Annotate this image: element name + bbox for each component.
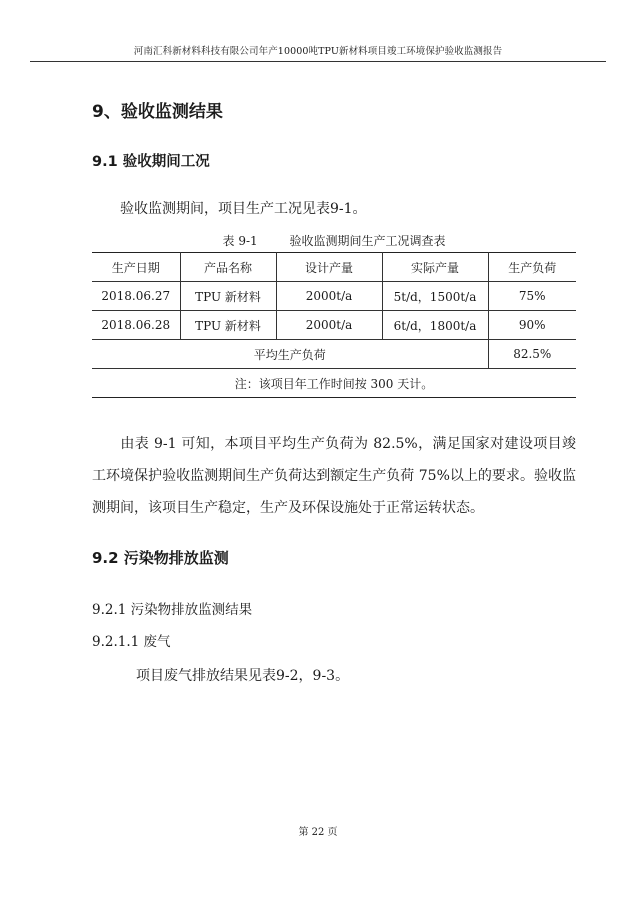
table-9-1-number: 表 9-1 [222,234,258,248]
cell-design-output: 2000t/a [276,311,382,340]
section-9-2-1-heading: 9.2.1 污染物排放监测结果 [92,602,253,618]
cell-date: 2018.06.27 [92,282,180,311]
cell-product: TPU 新材料 [180,311,276,340]
production-status-table [92,252,576,398]
section-9-2-1-1-text: 项目废气排放结果见表9-2，9-3。 [136,668,350,684]
cell-actual-output: 5t/d，1500t/a [382,282,488,311]
table-note-row [92,369,576,398]
table-9-1-caption [92,232,576,249]
cell-product: TPU 新材料 [180,282,276,311]
page-header: 河南汇科新材料科技有限公司年产10000吨TPU新材料项目竣工环境保护验收监测报告 [30,43,606,62]
table-row [92,282,576,311]
section-9-heading: 9、验收监测结果 [92,102,223,122]
table-average-row [92,340,576,369]
average-load-label: 平均生产负荷 [92,340,488,369]
header-actual-output: 实际产量 [382,253,488,282]
table-9-1-title: 验收监测期间生产工况调查表 [289,234,446,248]
page-number: 第 22 页 [298,827,338,838]
section-9-1-heading: 9.1 验收期间工况 [92,154,210,170]
table-header-row [92,253,576,282]
section-9-2-heading: 9.2 污染物排放监测 [92,549,229,567]
cell-load: 75% [488,282,576,311]
header-production-date: 生产日期 [92,253,180,282]
cell-load: 90% [488,311,576,340]
cell-actual-output: 6t/d，1800t/a [382,311,488,340]
cell-design-output: 2000t/a [276,282,382,311]
table-row [92,311,576,340]
header-design-output: 设计产量 [276,253,382,282]
conclusion-text: 由表 9-1 可知，本项目平均生产负荷为 82.5%，满足国家对建设项目竣工环境保护验收监测期间生产负荷达到额定生产负荷 75%以上的要求。验收监测期间，该项目生产稳定，生产及环保设施处于正常运转状态。 [92,436,576,516]
average-load-value: 82.5% [488,340,576,369]
table-note: 注：该项目年工作时间按 300 天计。 [92,369,576,398]
section-9-1-intro: 验收监测期间，项目生产工况见表9-1。 [120,201,367,217]
header-production-load: 生产负荷 [488,253,576,282]
section-9-2-1-1-heading: 9.2.1.1 废气 [92,634,171,650]
section-9-1-conclusion [92,428,576,524]
header-product-name: 产品名称 [180,253,276,282]
cell-date: 2018.06.28 [92,311,180,340]
